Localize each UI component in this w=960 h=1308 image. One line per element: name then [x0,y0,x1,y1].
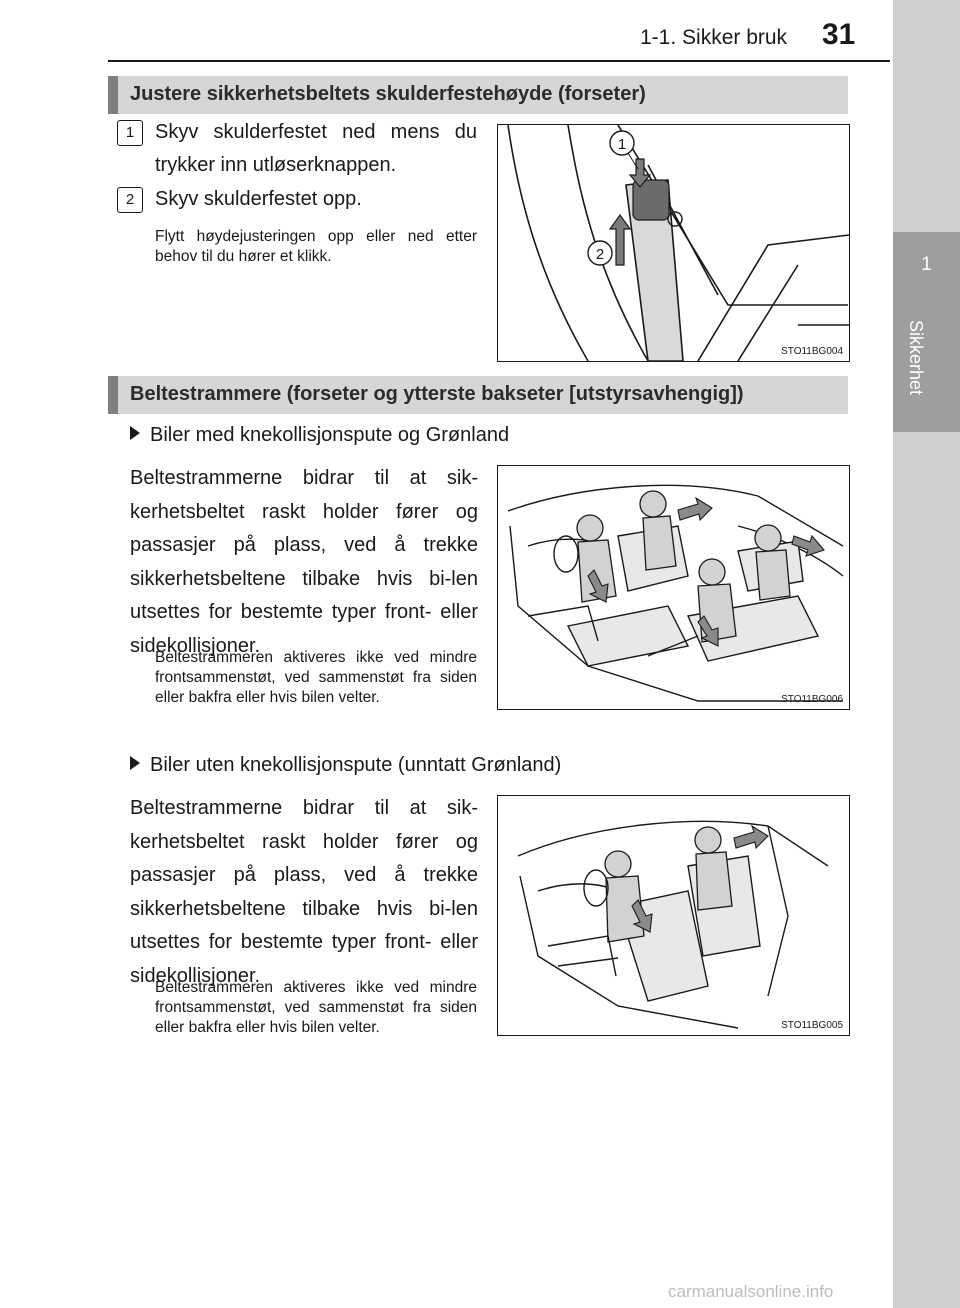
subhead-with-knee-airbag [130,424,509,447]
figure-shoulder-anchor [497,124,850,362]
chapter-label: Sikkerhet [906,320,926,396]
figure-code: STO11BG006 [781,694,843,705]
section-bar-pretensioners [108,376,848,414]
section-title: Justere sikkerhetsbeltets skulderfestehøyde (forseter) [130,83,646,105]
section-bar-shoulder-anchor [108,76,848,114]
triangle-bullet-icon [130,756,140,770]
watermark-footer: carmanualsonline.info [668,1282,834,1301]
step-text: Skyv skulderfestet opp. [155,188,362,210]
subhead-text: Biler med knekollisjonspute og Grønland [150,424,510,446]
figure-code: STO11BG005 [781,1020,843,1031]
subhead-without-knee-airbag [130,754,561,777]
section-heading: 1-1. Sikker bruk [640,26,788,49]
shoulder-anchor-illustration [498,125,849,361]
callout-label: 1 [617,136,627,153]
chapter-number: 1 [921,254,932,275]
figure-pretensioner-4-occupants [497,465,850,710]
step-text: Skyv skulderfestet ned mens du trykker inn utløserknappen. [155,121,477,176]
triangle-bullet-icon [130,426,140,440]
cabin-4-occupants-illustration [498,466,849,709]
step-number-badge: 2 [117,187,143,213]
figure-code: STO11BG004 [781,346,843,357]
body-note: Beltestrammeren aktiveres ikke ved mindre frontsammenstøt, ved sammenstøt fra siden eller bakfra eller hvis bilen velter. [155,649,477,706]
section-title: Beltestrammere (forseter og ytterste bakseter [utstyrsavhengig]) [130,383,744,405]
body-note: Beltestrammeren aktiveres ikke ved mindre frontsammenstøt, ved sammenstøt fra siden eller bakfra eller hvis bilen velter. [155,979,477,1036]
body-paragraph: Beltestrammerne bidrar til at sik-kerhetsbeltet raskt holder fører og passasjer på plass, ved å trekke sikkerhetsbeltene tilbake hvis bi-len utsettes for bestemte typer front- eller sidekollisjoner. [130,797,478,987]
header-rule [108,60,890,62]
step-number-badge: 1 [117,120,143,146]
callout-label: 2 [595,246,605,263]
body-paragraph: Beltestrammerne bidrar til at sik-kerhetsbeltet raskt holder fører og passasjer på plass, ved å trekke sikkerhetsbeltene tilbake hvis bi-len utsettes for bestemte typer front- eller sidekollisjoner. [130,467,478,657]
subhead-text: Biler uten knekollisjonspute (unntatt Grønland) [150,754,562,776]
section-bar-marker [108,376,118,414]
step-note: Flytt høydejusteringen opp eller ned etter behov til du hører et klikk. [155,228,477,265]
figure-pretensioner-2-occupants [497,795,850,1036]
section-bar-marker [108,76,118,114]
cabin-2-occupants-illustration [498,796,849,1035]
page-number: 31 [822,18,856,51]
side-strip [893,0,960,1308]
